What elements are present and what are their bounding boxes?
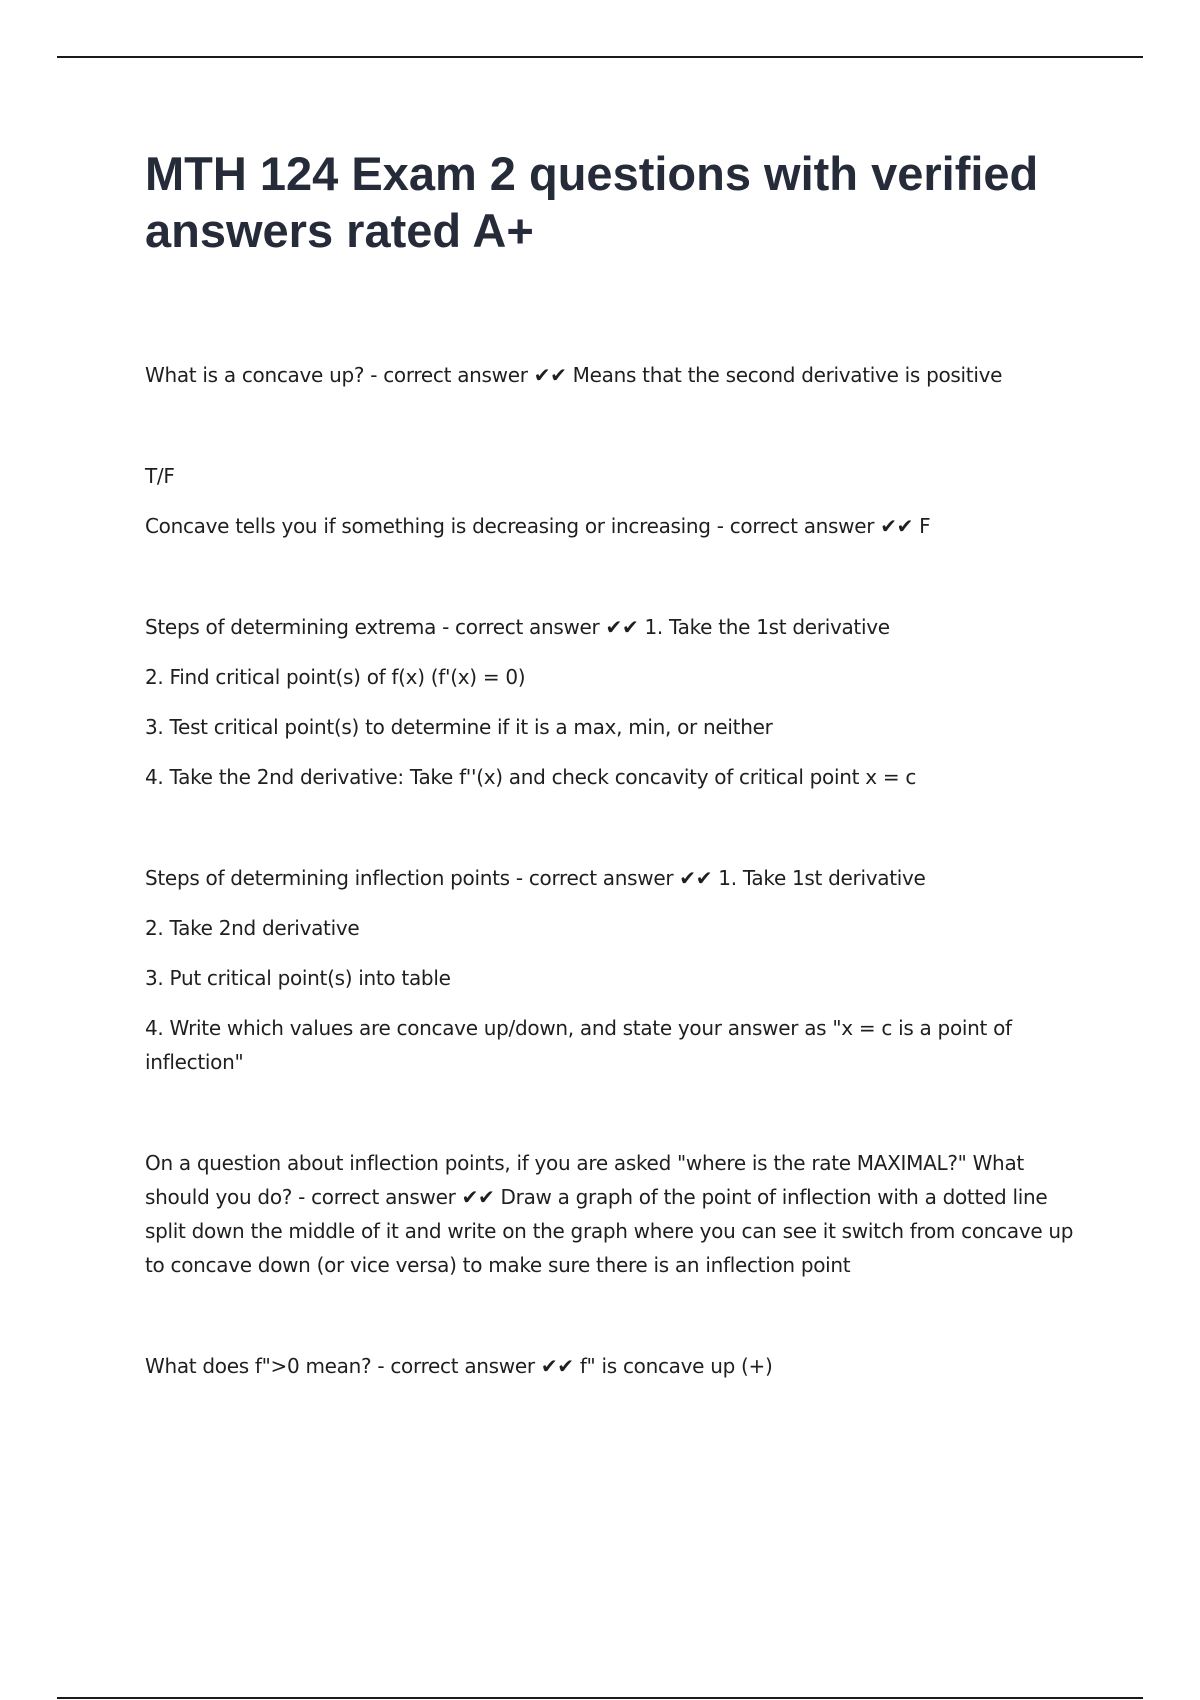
qa-item-true-false <box>145 459 1085 543</box>
qa-line: 4. Take the 2nd derivative: Take f''(x) and check concavity of critical point x = c <box>145 765 917 789</box>
qa-line: 2. Find critical point(s) of f(x) (f'(x) = 0) <box>145 665 526 689</box>
qa-line: T/F <box>145 464 175 488</box>
qa-line: 3. Test critical point(s) to determine if it is a max, min, or neither <box>145 715 773 739</box>
qa-item-concave-up <box>145 358 1085 392</box>
qa-line: Steps of determining inflection points - correct answer ✔✔ 1. Take 1st derivative <box>145 866 926 890</box>
top-divider <box>57 56 1143 58</box>
qa-item-inflection-steps <box>145 861 1085 1079</box>
page-title: MTH 124 Exam 2 questions with verified answers rated A+ <box>145 147 1039 257</box>
qa-line: Steps of determining extrema - correct answer ✔✔ 1. Take the 1st derivative <box>145 615 890 639</box>
qa-list <box>145 358 1085 1450</box>
qa-line: On a question about inflection points, if you are asked "where is the rate MAXIMAL?" What should you do? - correct answer ✔✔ Draw a graph of the point of inflection with a dotted line split down the middle of it and write on the graph where you can see it switch from concave up to concave down (or vice versa) to make sure there is an inflection point <box>145 1151 1074 1277</box>
qa-line: 3. Put critical point(s) into table <box>145 966 451 990</box>
bottom-divider <box>57 1697 1143 1699</box>
qa-line: 4. Write which values are concave up/down, and state your answer as "x = c is a point of inflection" <box>145 1016 1012 1074</box>
qa-item-second-derivative <box>145 1349 1085 1383</box>
qa-line: What does f">0 mean? - correct answer ✔✔ f" is concave up (+) <box>145 1354 773 1378</box>
qa-line: 2. Take 2nd derivative <box>145 916 360 940</box>
qa-line: What is a concave up? - correct answer ✔✔ Means that the second derivative is positive <box>145 363 1003 387</box>
qa-line: Concave tells you if something is decreasing or increasing - correct answer ✔✔ F <box>145 514 931 538</box>
qa-item-rate-maximal <box>145 1146 1085 1282</box>
qa-item-extrema-steps <box>145 610 1085 794</box>
